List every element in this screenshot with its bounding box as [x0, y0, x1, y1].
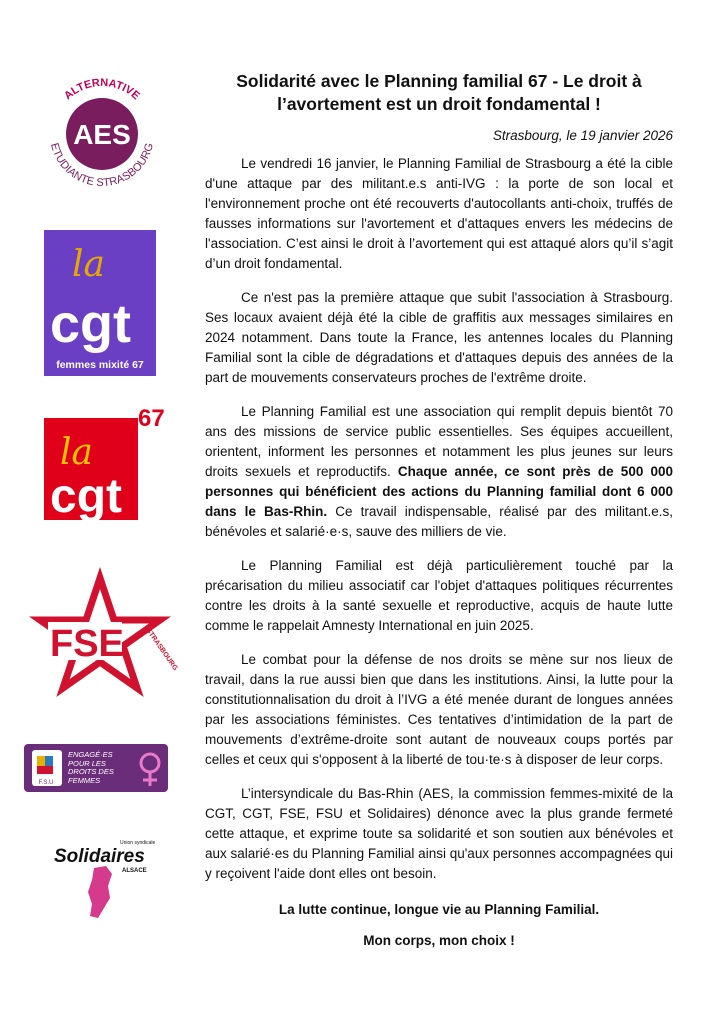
- aes-logo: [40, 72, 164, 196]
- aes-arc-bottom: ETUDIANTE STRASBOURG: [47, 141, 157, 190]
- cgt-femmes-script: la: [72, 244, 105, 285]
- closing-line-1: La lutte continue, longue vie au Planning Familial.: [278, 902, 600, 917]
- closing-line-2: Mon corps, mon choix !: [363, 933, 515, 948]
- paragraph-3-highlight: Chaque année, ce sont près de 500 000 personnes qui bénéficient des actions du Planning familial dont 6 000 dans le Bas-Rhin.: [205, 464, 673, 519]
- cgt67-script: la: [60, 432, 93, 473]
- cgt-femmes-caption: femmes mixité 67: [56, 359, 144, 371]
- fsu-text: ENGAGÉ·ES POUR LES DROITS DES FEMMES: [68, 750, 114, 785]
- paragraph-2: Ce n'est pas la première attaque que subit l'association à Strasbourg. Ses locaux avaient déjà été la cible de graffitis aux messages similaires en 2024 notamment. Dans toute la France, les antennes locales du Planning Familial sont la cible de dégradations et d'attaques depuis des années de la part de mouvements conservateurs proches de l'extrême droite.: [205, 290, 673, 385]
- paragraph-3-end: Ce travail indispensable, réalisé par des militant.e.s, bénévoles et salarié·e·s, sauve des milliers de vie.: [205, 504, 674, 539]
- cgt67-logo: [44, 400, 165, 523]
- paragraph-5: Le combat pour la défense de nos droits se mène sur nos lieux de travail, dans la rue aussi bien que dans les institutions. Ainsi, la lutte pour la constitutionnalisation du droit à l’IVG a été menée durant de longues années par les associations féministes. Ces tentatives d’intimidation de la part de mouvements d’extrême-droite sont autant de nouveaux coups portés par celles et ceux qui s'opposent à la liberté de tou·te·s à disposer de leur corps.: [205, 652, 673, 767]
- fsu-badge: F.S.U: [38, 780, 54, 786]
- aes-arc-top: ALTERNATIVE: [62, 76, 142, 103]
- fse-letters: FSE: [50, 623, 124, 665]
- dateline: Strasbourg, le 19 janvier 2026: [492, 128, 673, 143]
- cgt67-word: cgt: [50, 470, 122, 523]
- fsu-logo: [24, 744, 168, 792]
- cgt67-number: 67: [138, 405, 165, 432]
- cgt-femmes-word: cgt: [50, 294, 131, 354]
- paragraph-1: Le vendredi 16 janvier, le Planning Familial de Strasbourg a été la cible d'une attaque par des militant.e.s anti-IVG : la porte de son local et l'environnement proche ont été recouverts d'autocollants anti-choix, truffés de fausses informations sur l'avortement et d'attaques envers les médecins de l'association. C’est ainsi le droit à l’avortement qui est attaqué alors qu’il s’agit d’un droit fondamental.: [205, 156, 673, 271]
- fse-arc: STRASBOURG: [144, 627, 179, 672]
- aes-center: AES: [73, 119, 131, 150]
- logo-sidebar: [0, 0, 190, 1024]
- paragraph-6: L’intersyndicale du Bas-Rhin (AES, la commission femmes-mixité de la CGT, CGT, FSE, FSU et Solidaires) dénonce avec la plus grande fermeté cette attaque, et exprime toute sa solidarité et son soutien aux bénévoles et aux salarié·es du Planning Familial ainsi qu'aux personnes accompagnées qui y reçoivent l'aide dont elles ont besoin.: [205, 786, 673, 881]
- fse-logo: [34, 572, 179, 692]
- paragraph-3-start: Le Planning Familial est une association qui remplit depuis bientôt 70 ans des missions de service public essentielles. Ses équipes accueillent, orientent, informent les personnes et notamment les plus jeunes sur leurs droits sexuels et reproductifs.: [205, 404, 673, 479]
- cgt-femmes-logo: [44, 230, 156, 376]
- solidaires-small: Union syndicale: [120, 840, 156, 846]
- paragraph-3: [205, 402, 673, 542]
- solidaires-word: Solidaires: [54, 846, 145, 867]
- solidaires-region: ALSACE: [122, 868, 147, 874]
- page-title: Solidarité avec le Planning familial 67 - Le droit à l’avortement est un droit fondamental !: [236, 71, 642, 114]
- solidaires-logo: [50, 834, 156, 926]
- paragraph-4: Le Planning Familial est déjà particulièrement touché par la précarisation du milieu associatif car l'objet d'attaques politiques récurrentes contre les droits à la santé sexuelle et reproductive, acquis de haute lutte comme le rappelait Amnesty International en juin 2025.: [205, 558, 673, 633]
- press-release: [205, 70, 673, 948]
